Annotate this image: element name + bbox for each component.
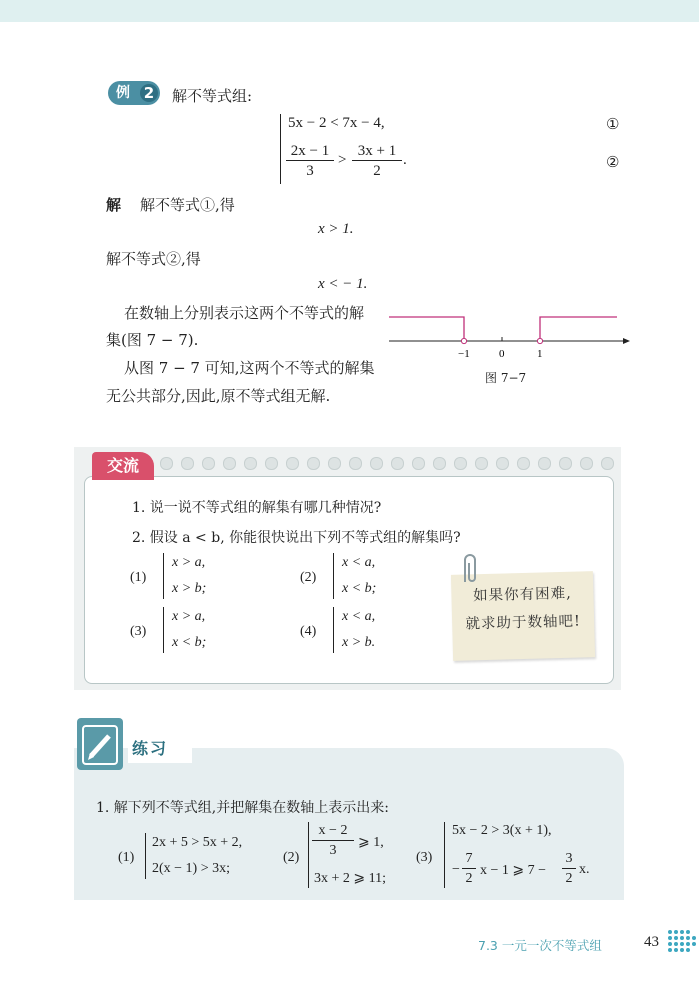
solution-step2: 解不等式②,得 [106, 250, 201, 268]
number-line-figure [385, 308, 630, 363]
system-4-line1: x < a, [342, 609, 376, 624]
system-3-brace [163, 607, 164, 653]
figure-caption: 图 7−7 [485, 371, 527, 385]
solution-label: 解 [106, 196, 122, 214]
practice-1-brace [145, 833, 146, 879]
practice-2-fraction: $\frac{x - 2}{3}$ [312, 822, 354, 861]
system-4-line2: x > b. [342, 635, 376, 650]
system-1-label: (1) [130, 570, 147, 585]
solution-step1: 解不等式①,得 [140, 196, 235, 214]
exchange-question-1: 1. 说一说不等式组的解集有哪几种情况? [132, 500, 382, 516]
practice-2-rest: ⩾ 1, [358, 835, 384, 850]
hint-line-2: 就求助于数轴吧! [465, 613, 582, 633]
system-2-brace [333, 553, 334, 599]
tick-label-1: 1 [537, 348, 543, 360]
para2-line1: 从图 7 − 7 可知,这两个不等式的解集 [124, 359, 375, 377]
practice-3-neg: − [452, 862, 460, 877]
system-4-brace [333, 607, 334, 653]
tick-label-0: 0 [499, 348, 505, 360]
marker-2: ② [606, 153, 620, 171]
inequality-1: 5x − 2 < 7x − 4, [288, 115, 385, 131]
example-badge [108, 81, 160, 105]
practice-1-label: (1) [118, 850, 135, 865]
para1-line1: 在数轴上分别表示这两个不等式的解 [124, 304, 365, 322]
page-dots-icon [666, 928, 696, 956]
system-2-line2: x < b; [342, 581, 377, 596]
hint-line-1: 如果你有困难, [472, 585, 572, 605]
practice-2-brace [308, 822, 309, 888]
example-badge-label: 例 [108, 81, 138, 105]
para2-line2: 无公共部分,因此,原不等式组无解. [106, 387, 331, 405]
practice-3-mid: x − 1 ⩾ 7 − [480, 863, 547, 878]
practice-question-1: 1. 解下列不等式组,并把解集在数轴上表示出来: [96, 800, 389, 816]
practice-1-line2: 2(x − 1) > 3x; [152, 861, 231, 876]
practice-2-line2: 3x + 2 ⩾ 11; [314, 871, 386, 886]
system-2-line1: x < a, [342, 555, 376, 570]
page-number: 43 [644, 934, 659, 950]
para1-line2: 集(图 7 − 7). [106, 331, 199, 349]
example-prompt: 解不等式组: [172, 87, 253, 105]
system-1-line2: x > b; [172, 581, 207, 596]
solution-ray-right [540, 317, 617, 341]
fraction-2: $\frac{3x + 1}{2}$ [352, 142, 402, 181]
practice-3-fraction-2: $\frac{3}{2}$ [562, 850, 576, 889]
system-4-label: (4) [300, 624, 317, 639]
system-1-line1: x > a, [172, 555, 206, 570]
axis-arrow [623, 338, 630, 344]
marker-1: ① [606, 115, 620, 133]
solution-result2: x < − 1. [318, 276, 368, 292]
system-3-line1: x > a, [172, 609, 206, 624]
system-3-line2: x < b; [172, 635, 207, 650]
paperclip-icon [458, 552, 480, 586]
period: . [403, 152, 407, 168]
exchange-question-2: 2. 假设 a < b, 你能很快说出下列不等式组的解集吗? [132, 530, 461, 546]
practice-3-fraction-1: $\frac{7}{2}$ [462, 850, 476, 889]
open-point-neg1 [461, 338, 466, 343]
system-3-label: (3) [130, 624, 147, 639]
tick-label-neg1: −1 [458, 348, 470, 360]
top-band [0, 0, 699, 22]
practice-pencil-icon [77, 718, 123, 770]
binder-rings [160, 457, 612, 471]
solution-ray-left [389, 317, 464, 341]
practice-title: 练习 [132, 739, 169, 758]
footer-section: 7.3 一元一次不等式组 [478, 938, 602, 953]
practice-3-label: (3) [416, 850, 433, 865]
solution-result1: x > 1. [318, 221, 354, 237]
system-1-brace [163, 553, 164, 599]
fraction-1: $\frac{2x - 1}{3}$ [286, 142, 334, 181]
practice-3-brace [444, 822, 445, 888]
system-brace [280, 114, 281, 184]
practice-3-end: x. [579, 862, 590, 877]
example-badge-number: 2 [140, 84, 158, 102]
practice-3-line1: 5x − 2 > 3(x + 1), [452, 823, 552, 838]
practice-2-label: (2) [283, 850, 300, 865]
open-point-1 [537, 338, 542, 343]
gt-sign: > [338, 152, 347, 168]
practice-1-line1: 2x + 5 > 5x + 2, [152, 835, 243, 850]
exchange-tag: 交流 [92, 452, 154, 480]
system-2-label: (2) [300, 570, 317, 585]
